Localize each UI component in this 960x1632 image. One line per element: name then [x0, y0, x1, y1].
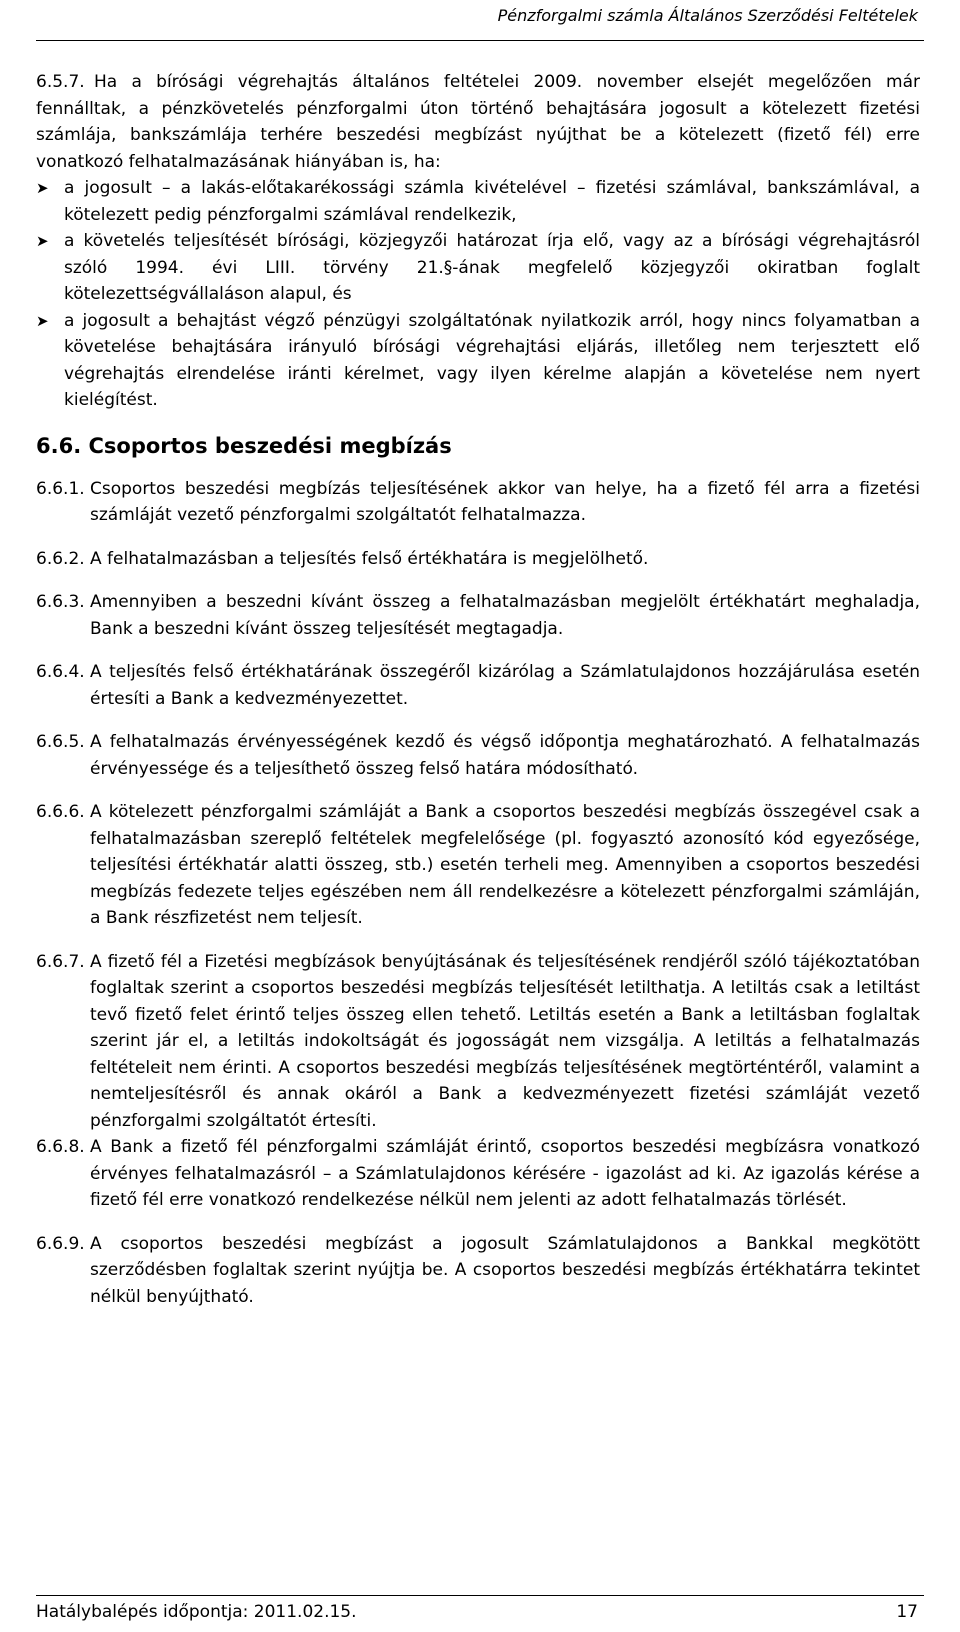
footer-effective-date: Hatálybalépés időpontja: 2011.02.15. [36, 1602, 357, 1622]
list-item [36, 175, 920, 228]
paragraph-6-6-6 [36, 799, 920, 932]
list-item-text: a jogosult – a lakás-előtakarékossági számla kivételével – fizetési számlával, bankszámlával, a kötelezett pedig pénzforgalmi számlával rendelkezik, [64, 178, 920, 225]
document-body [36, 69, 920, 1310]
paragraph-number: 6.6.7. [36, 951, 85, 972]
footer-rule [36, 1595, 924, 1596]
paragraph-number: 6.6.2. [36, 548, 85, 569]
list-item [36, 308, 920, 414]
paragraph-text: A teljesítés felső értékhatárának összegéről kizárólag a Számlatulajdonos hozzájárulása esetén értesíti a Bank a kedvezményezettet. [90, 662, 920, 709]
condition-list [36, 175, 920, 414]
footer-page-number: 17 [896, 1602, 918, 1622]
header-rule [36, 40, 924, 41]
paragraph-6-6-7 [36, 949, 920, 1135]
paragraph-text: Amennyiben a beszedni kívánt összeg a felhatalmazásban megjelölt értékhatárt meghaladja, Bank a beszedni kívánt összeg teljesítését megtagadja. [90, 592, 920, 639]
paragraph-text: A csoportos beszedési megbízást a jogosult Számlatulajdonos a Bankkal megkötött szerződésben foglaltak szerint nyújtja be. A csoportos beszedési megbízás értékhatárra tekintet nélkül benyújtható. [90, 1233, 920, 1307]
document-header-title: Pénzforgalmi számla Általános Szerződési Feltételek [497, 6, 918, 25]
paragraph-number: 6.6.6. [36, 802, 85, 822]
arrow-bullet-icon: ➤ [36, 311, 49, 330]
paragraph-number: 6.6.3. [36, 592, 85, 612]
paragraph-6-6-9 [36, 1231, 920, 1311]
section-heading: 6.6. Csoportos beszedési megbízás [36, 433, 452, 458]
paragraph-6-6-1 [36, 476, 920, 529]
paragraph-text: A fizető fél a Fizetési megbízások benyújtásának és teljesítésének rendjéről szóló tájékoztatóban foglaltak szerint a csoportos beszedési megbízás teljesítését letilthatja. A letiltás csak a letiltást tevő fizető felet érintő teljes összeg ellen tehető. Letiltás esetén a Bank a letiltásban foglaltak szerint jár el, a letiltás indokoltságát és jogosságát nem vizsgálja. A letiltás a felhatalmazás feltételeit nem érinti. A csoportos beszedési megbízás teljesítésének megtörténtéről, valamint a nemteljesítésről és annak okáról a Bank a kedvezményezett fizetési számláját vezető pénzforgalmi szolgáltatót értesíti. [90, 951, 920, 1131]
paragraph-number: 6.5.7. [36, 72, 85, 92]
list-item-text: a jogosult a behajtást végző pénzügyi szolgáltatónak nyilatkozik arról, hogy nincs folyamatban a követelése behajtására irányuló bírósági végrehajtási eljárás, illetőleg nem terjesztett elő végrehajtás elrendelése iránti kérelmet, vagy ilyen kérelme alapján a követelése nem nyert kielégítést. [64, 310, 920, 410]
paragraph-6-6-3 [36, 589, 920, 642]
arrow-bullet-icon: ➤ [36, 232, 49, 250]
paragraph-6-5-7 [36, 69, 920, 175]
paragraph-6-6-4 [36, 659, 920, 712]
paragraph-number: 6.6.4. [36, 662, 85, 682]
paragraph-text: A felhatalmazás érvényességének kezdő és végső időpontja meghatározható. A felhatalmazás érvényessége és a teljesíthető összeg felső határa módosítható. [90, 732, 920, 779]
paragraph-number: 6.6.9. [36, 1233, 85, 1254]
paragraph-text: A kötelezett pénzforgalmi számláját a Bank a csoportos beszedési megbízás összegével csak a felhatalmazásban szereplő feltételek megfelelősége (pl. fogyasztó azonosító kód egyezősége, teljesítési értékhatár alatti összeg, stb.) esetén terheli meg. Amennyiben a csoportos beszedési megbízás fedezete teljes egészében nem áll rendelkezésre a kötelezett pénzforgalmi számláján, a Bank részfizetést nem teljesít. [90, 802, 920, 928]
paragraph-text: A felhatalmazásban a teljesítés felső értékhatára is megjelölhető. [90, 548, 649, 569]
paragraph-text: A Bank a fizető fél pénzforgalmi számláját érintő, csoportos beszedési megbízásra vonatkozó érvényes felhatalmazásról – a Számlatulajdonos kérésére - igazolást ad ki. Az igazolás kérése a fizető fél erre vonatkozó rendelkezése nélkül nem jelenti az adott felhatalmazás törlését. [90, 1137, 920, 1210]
paragraph-6-6-2 [36, 546, 920, 573]
paragraph-number: 6.6.1. [36, 478, 85, 499]
paragraph-number: 6.6.8. [36, 1137, 85, 1157]
paragraph-text: Ha a bírósági végrehajtás általános feltételei 2009. november elsejét megelőzően már fennálltak, a pénzkövetelés pénzforgalmi úton történő behajtására jogosult a kötelezett fizetési számlája, bankszámlája terhére beszedési megbízást nyújthat be a kötelezett (fizető fél) erre vonatkozó felhatalmazásának hiányában is, ha: [36, 72, 920, 172]
arrow-bullet-icon: ➤ [36, 179, 49, 197]
list-item [36, 228, 920, 308]
paragraph-6-6-5 [36, 729, 920, 782]
paragraph-text: Csoportos beszedési megbízás teljesítésének akkor van helye, ha a fizető fél arra a fizetési számláját vezető pénzforgalmi szolgáltatót felhatalmazza. [90, 478, 920, 525]
list-item-text: a követelés teljesítését bírósági, közjegyzői határozat írja elő, vagy az a bírósági végrehajtásról szóló 1994. évi LIII. törvény 21.§-ának megfelelő közjegyzői okiratban foglalt kötelezettségvállaláson alapul, és [64, 231, 920, 304]
paragraph-6-6-8 [36, 1134, 920, 1214]
paragraph-number: 6.6.5. [36, 732, 85, 752]
